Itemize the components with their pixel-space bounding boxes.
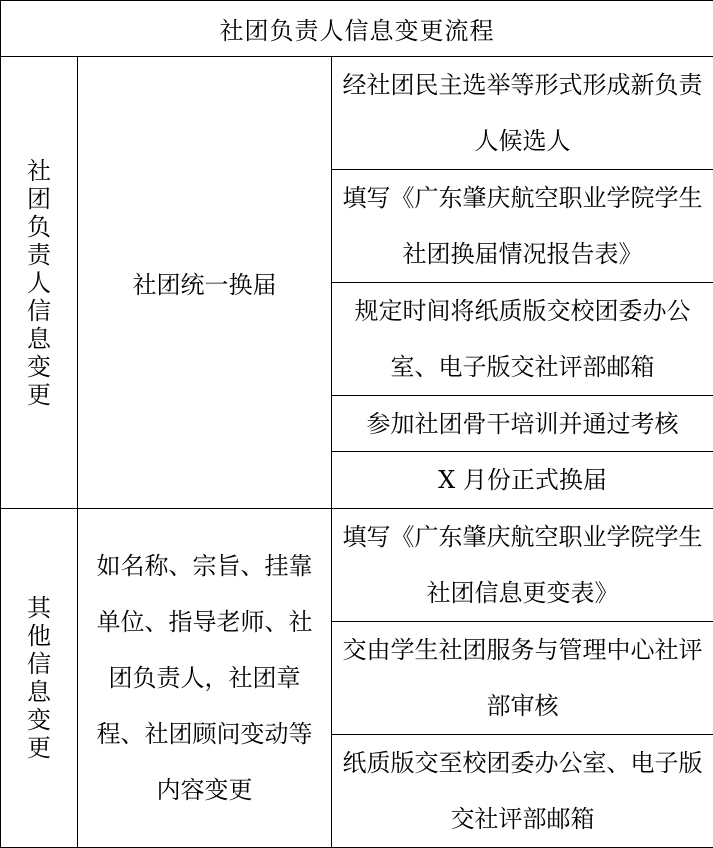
table-row xyxy=(1,509,713,622)
step-cell: 填写《广东肇庆航空职业学院学生社团换届情况报告表》 xyxy=(332,170,713,283)
title-row xyxy=(1,1,713,57)
method-cell: 社团统一换届 xyxy=(78,57,332,509)
step-cell: 填写《广东肇庆航空职业学院学生社团信息更变表》 xyxy=(332,509,713,622)
method-cell: 如名称、宗旨、挂靠单位、指导老师、社团负责人，社团章程、社团顾问变动等内容变更 xyxy=(78,509,332,848)
category-cell xyxy=(1,57,78,509)
step-cell: X 月份正式换届 xyxy=(332,452,713,509)
table-row xyxy=(1,57,713,170)
step-cell: 规定时间将纸质版交校团委办公室、电子版交社评部邮箱 xyxy=(332,283,713,396)
step-cell: 交由学生社团服务与管理中心社评部审核 xyxy=(332,622,713,735)
table-title: 社团负责人信息变更流程 xyxy=(1,1,713,57)
category-label: 社团负责人信息变更 xyxy=(26,157,52,409)
category-cell xyxy=(1,509,78,848)
step-cell: 经社团民主选举等形式形成新负责人候选人 xyxy=(332,57,713,170)
step-cell: 参加社团骨干培训并通过考核 xyxy=(332,396,713,452)
step-cell: 纸质版交至校团委办公室、电子版交社评部邮箱 xyxy=(332,735,713,848)
category-label: 其他信息变更 xyxy=(26,594,52,762)
